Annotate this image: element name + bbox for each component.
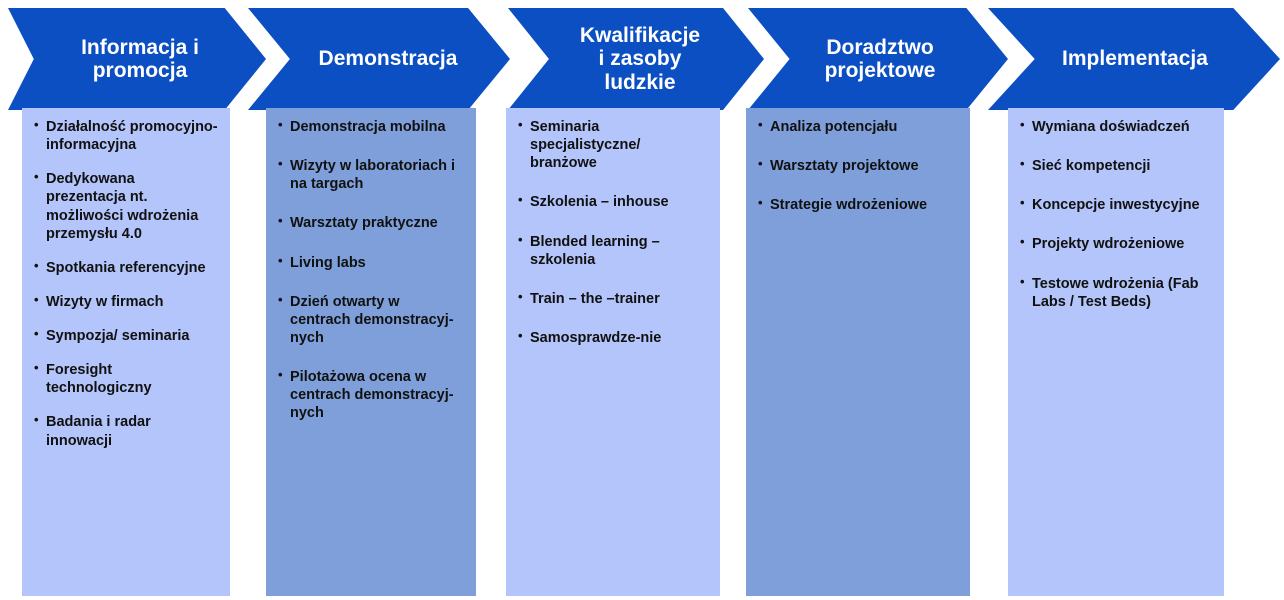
column-implementacja [1008, 108, 1224, 596]
header-informacja: Informacja i promocja [81, 35, 199, 82]
list-item: • Demonstracja mobilna [278, 118, 464, 136]
list-item: • Działalność promocyjno-informacyjna [34, 118, 218, 154]
list-item: • Wymiana doświadczeń [1020, 118, 1212, 136]
header-doradztwo: Doradztwo projektowe [824, 35, 936, 82]
list-item: • Foresight technologiczny [34, 361, 218, 397]
list-item: • Train – the –trainer [518, 290, 708, 308]
header-demonstracja: Demonstracja [318, 47, 458, 71]
list-item: • Spotkania referencyjne [34, 259, 218, 277]
list-informacja [34, 118, 218, 450]
list-implementacja [1020, 118, 1212, 311]
list-item: • Dedykowana prezentacja nt. możliwości wdrożenia przemysłu 4.0 [34, 170, 218, 243]
column-doradztwo [746, 108, 970, 596]
list-item: • Szkolenia – inhouse [518, 193, 708, 211]
list-item: • Blended learning – szkolenia [518, 233, 708, 269]
list-demonstracja [278, 118, 464, 422]
list-item: • Testowe wdrożenia (Fab Labs / Test Beds) [1020, 275, 1212, 311]
list-item: • Sieć kompetencji [1020, 157, 1212, 175]
list-item: • Strategie wdrożeniowe [758, 196, 958, 214]
list-item: • Living labs [278, 254, 464, 272]
column-demonstracja [266, 108, 476, 596]
list-item: • Warsztaty praktyczne [278, 214, 464, 232]
list-item: • Projekty wdrożeniowe [1020, 235, 1212, 253]
column-informacja [22, 108, 230, 596]
list-item: • Badania i radar innowacji [34, 413, 218, 449]
list-item: • Warsztaty projektowe [758, 157, 958, 175]
list-item: • Samosprawdze-nie [518, 329, 708, 347]
list-item: • Sympozja/ seminaria [34, 327, 218, 345]
list-kwalifikacje [518, 118, 708, 347]
list-item: • Analiza potencjału [758, 118, 958, 136]
column-kwalifikacje [506, 108, 720, 596]
list-item: • Pilotażowa ocena w centrach demonstracyj-nych [278, 368, 464, 422]
list-item: • Koncepcje inwestycyjne [1020, 196, 1212, 214]
list-item: • Wizyty w laboratoriach i na targach [278, 157, 464, 193]
list-item: • Seminaria specjalistyczne/ branżowe [518, 118, 708, 172]
list-doradztwo [758, 118, 958, 214]
list-item: • Wizyty w firmach [34, 293, 218, 311]
list-item: • Dzień otwarty w centrach demonstracyj-nych [278, 293, 464, 347]
header-kwalifikacje: Kwalifikacje i zasoby ludzkie [579, 24, 701, 94]
header-implementacja: Implementacja [1062, 47, 1208, 71]
